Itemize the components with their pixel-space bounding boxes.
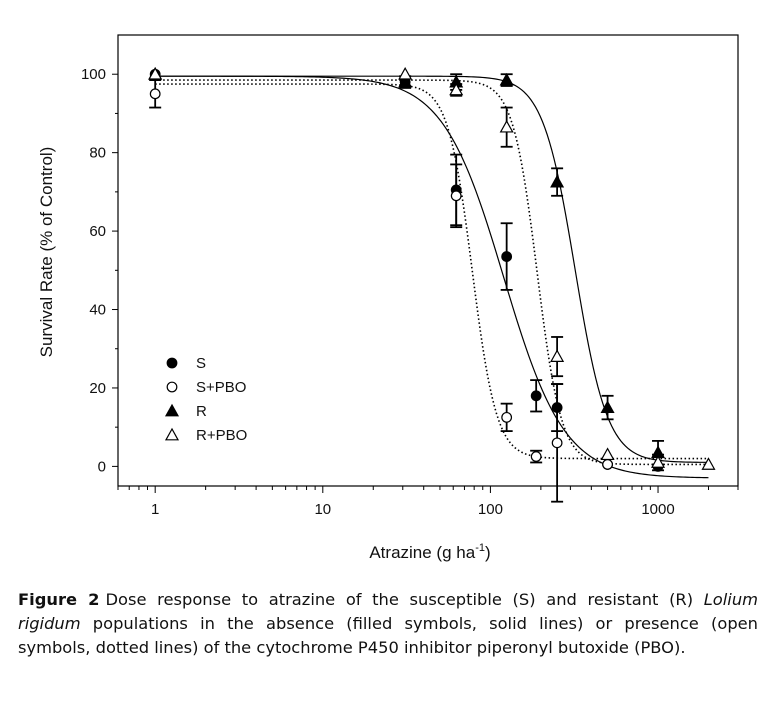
fit-curves [155,76,708,478]
data-point-s-pbo [552,438,562,448]
data-point-s [502,252,512,262]
fit-curve-r-pbo [155,80,708,464]
data-point-s-pbo [502,413,512,423]
data-point-r-pbo [501,121,513,132]
x-axis [118,486,738,518]
figure-caption [18,588,758,660]
x-axis-label [369,542,490,562]
y-axis-label: Survival Rate (% of Control) [37,146,56,358]
y-tick-label: 40 [89,301,106,319]
y-tick-label: 100 [80,66,106,84]
data-point-s-pbo [451,191,461,201]
y-tick-label: 60 [89,223,106,241]
legend-label-s-pbo: S+PBO [196,379,247,396]
figure-label: Figure 2 [18,590,100,609]
x-tick-label: 100 [477,501,503,518]
data-point-r-pbo [399,68,411,79]
legend [166,355,247,444]
caption-text-2: populations in the absence (filled symbols, solid lines) or presence (open symbols, dotted lines) of the cytochrome P450 inhibitor piperonyl butoxide (PBO). [18,614,758,657]
data-markers [149,68,714,471]
data-point-r-pbo [551,351,563,362]
y-tick-label: 80 [89,144,106,162]
data-point-s-pbo [603,460,613,470]
legend-marker-r [166,405,178,416]
plot-frame [118,35,738,486]
x-axis-label-exponent: -1 [475,542,485,554]
plot-area [118,35,738,486]
caption-species: Lolium rigidum [18,590,758,633]
caption-text-1: Dose response to atrazine of the susceptible (S) and resistant (R) [105,590,704,609]
data-point-s-pbo [531,452,541,462]
legend-marker-s [167,358,177,368]
y-tick-label: 20 [89,379,106,397]
fit-curve-s [155,76,708,478]
fit-curve-r [155,76,708,462]
legend-label-r: R [196,403,207,420]
y-axis [81,66,118,475]
data-point-r-pbo [602,449,614,460]
x-tick-label: 1 [151,501,160,518]
legend-label-r-pbo: R+PBO [196,427,248,444]
fit-curve-s-pbo [155,84,708,459]
x-tick-label: 10 [314,501,332,518]
data-point-s-pbo [150,89,160,99]
x-tick-label: 1000 [641,501,675,518]
x-axis-label-main: Atrazine (g ha [369,543,476,562]
data-point-r [551,176,563,187]
legend-marker-s-pbo [167,382,177,392]
legend-label-s: S [196,355,207,372]
x-axis-label-close: ) [484,543,491,562]
data-point-r [501,74,513,85]
legend-marker-r-pbo [166,429,178,440]
y-tick-label: 0 [97,458,106,476]
data-point-s [531,391,541,401]
data-point-s [552,403,562,413]
